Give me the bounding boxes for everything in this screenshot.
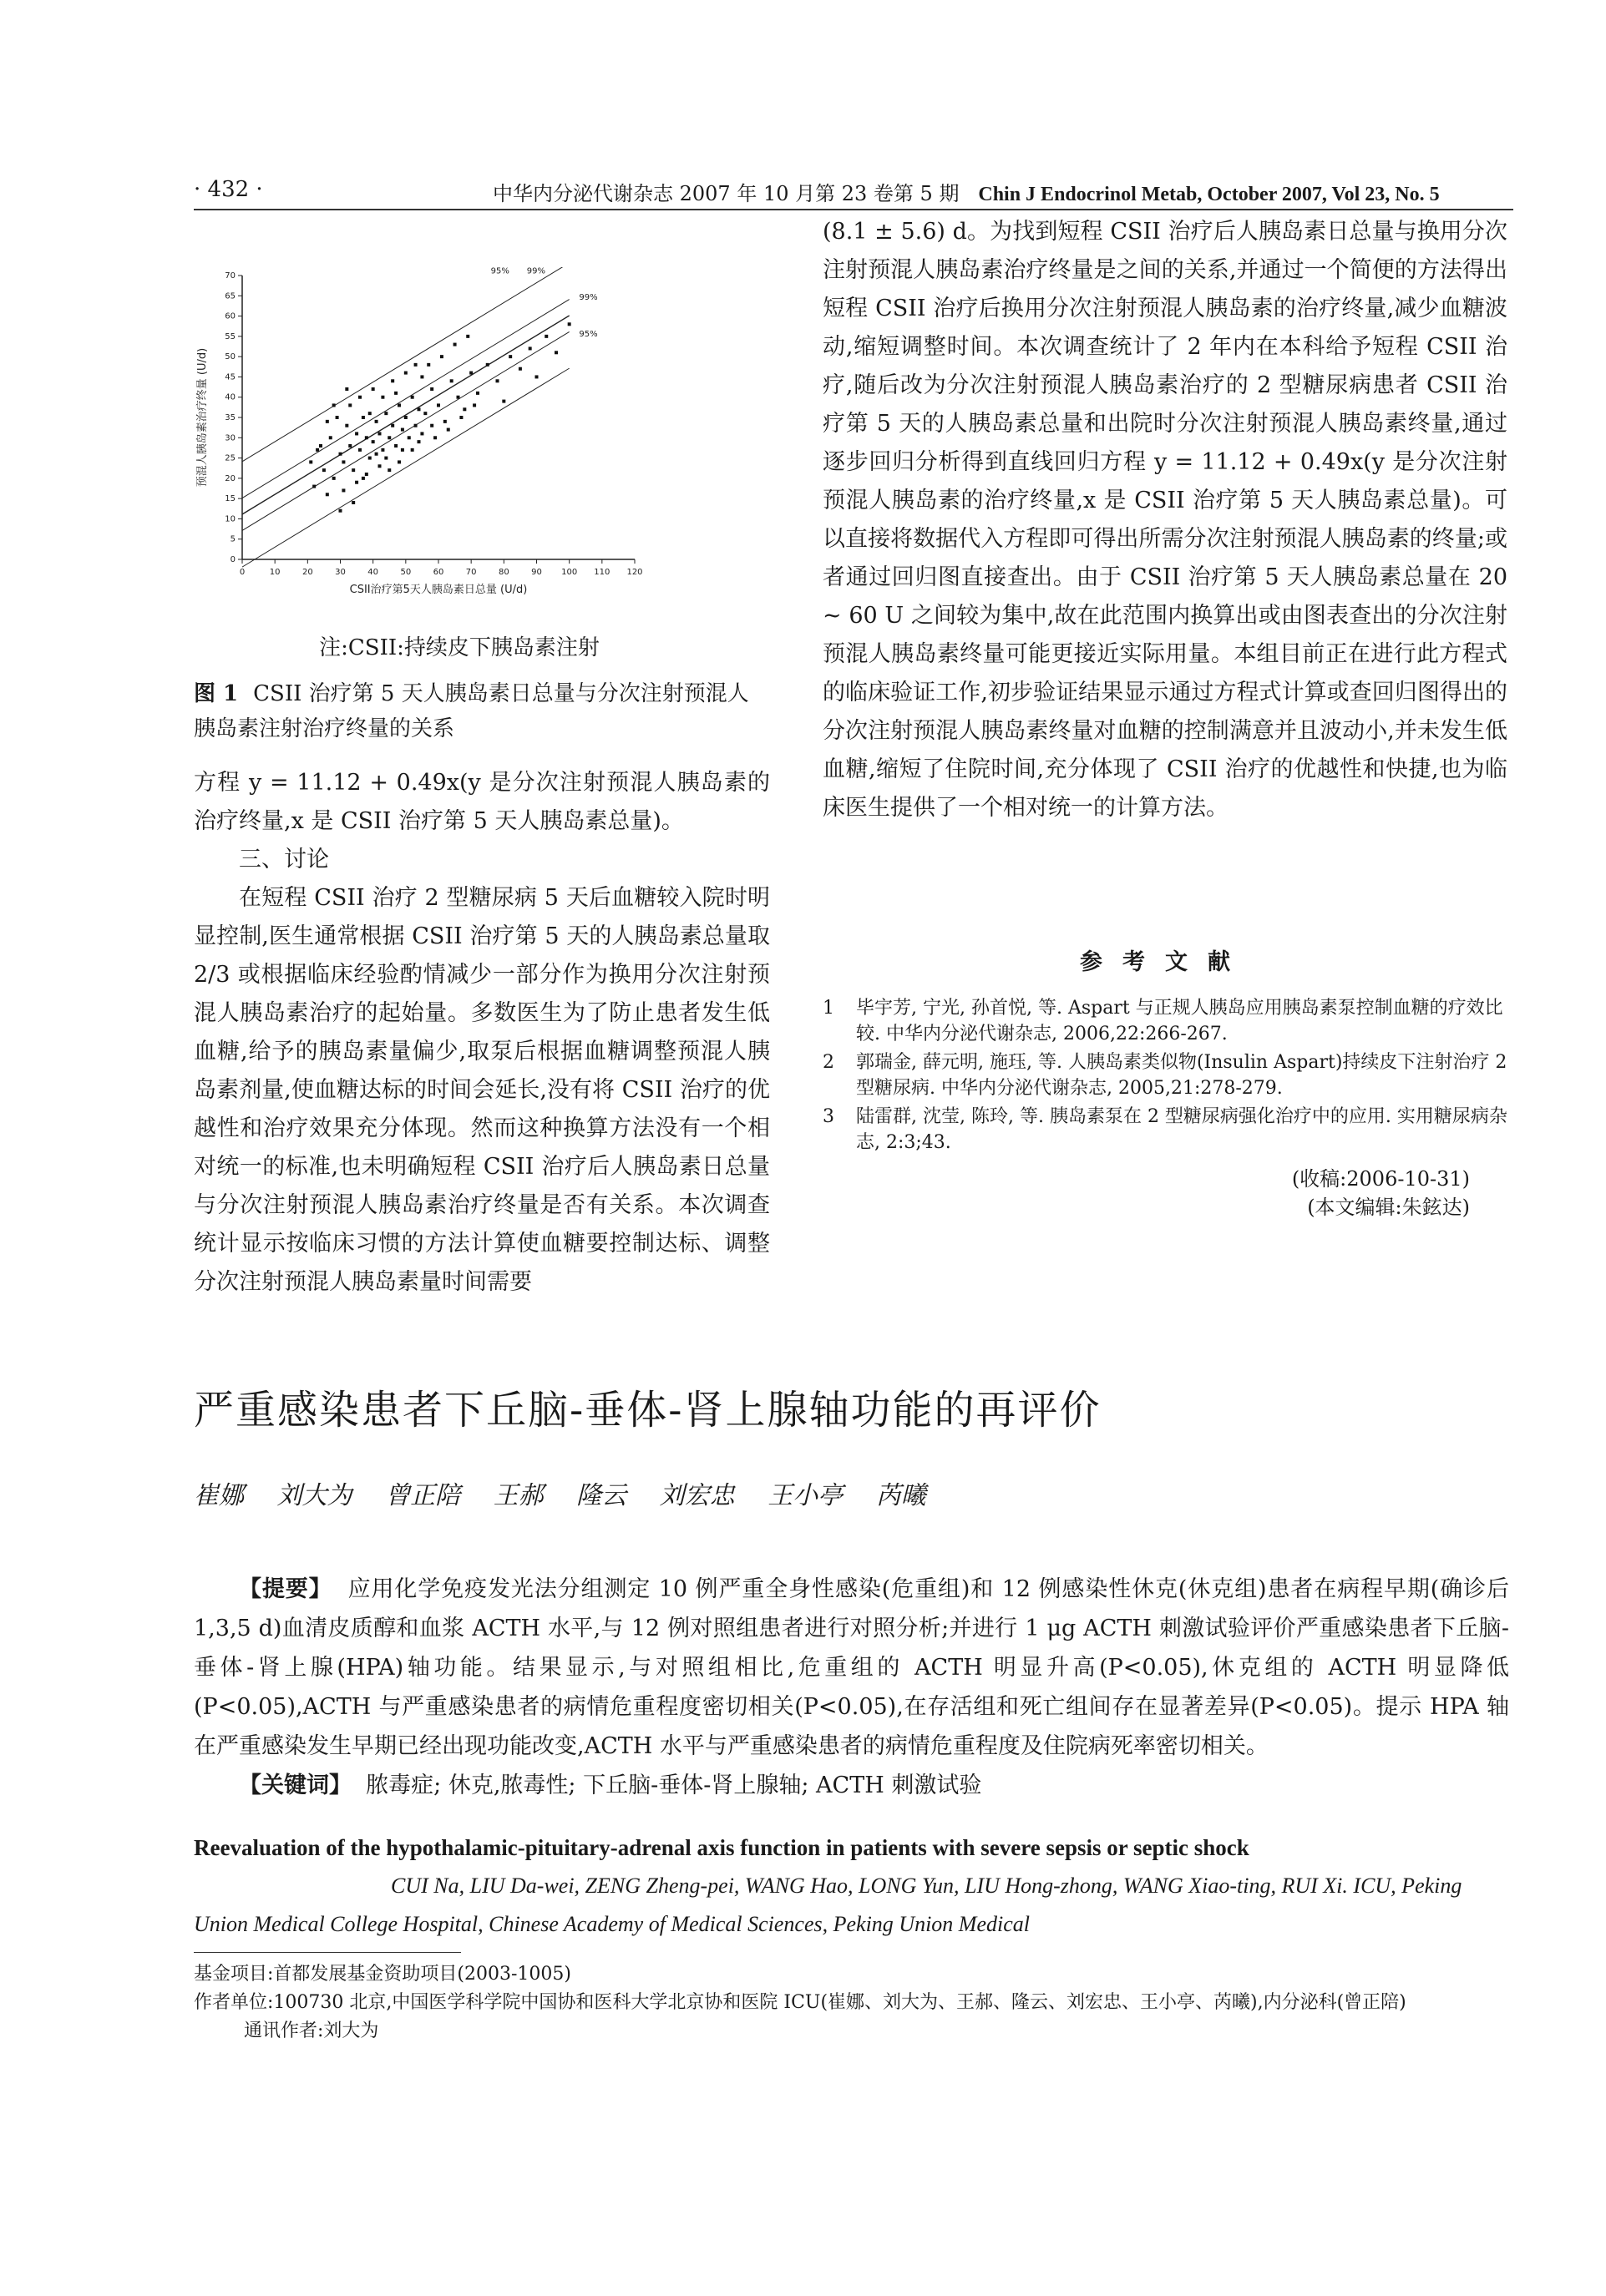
- x-tick-label: 20: [301, 568, 313, 577]
- data-point: [342, 488, 345, 492]
- x-tick-label: 10: [269, 568, 281, 577]
- data-point: [423, 412, 427, 415]
- y-tick-label: 40: [225, 392, 236, 402]
- reference-text: 陆雷群, 沈莹, 陈玲, 等. 胰岛素泵在 2 型糖尿病强化治疗中的应用. 实用糖尿病杂志, 2:3;43.: [856, 1106, 1507, 1153]
- data-point: [443, 420, 447, 423]
- reference-item: [823, 995, 1507, 1047]
- data-point: [388, 436, 391, 439]
- y-tick-label: 60: [225, 311, 236, 321]
- data-point: [368, 457, 372, 460]
- figure-label: 图 1: [194, 681, 239, 706]
- data-point: [401, 428, 404, 432]
- data-point: [375, 420, 378, 423]
- data-point: [339, 453, 342, 456]
- y-tick-label: 10: [225, 514, 236, 524]
- data-point: [381, 448, 384, 452]
- footnotes: [194, 1960, 1509, 2046]
- data-point: [319, 444, 322, 448]
- data-point: [555, 351, 558, 354]
- data-point: [509, 355, 512, 358]
- page-number: · 432 ·: [194, 177, 263, 202]
- data-point: [401, 448, 404, 452]
- x-axis-label: CSII治疗第5天人胰岛素日总量 (U/d): [349, 584, 528, 596]
- figure-caption: [194, 676, 770, 746]
- data-point: [352, 501, 355, 504]
- data-point: [345, 387, 348, 391]
- running-header: [493, 177, 1495, 206]
- data-point: [358, 448, 362, 452]
- data-point: [450, 379, 453, 382]
- data-point: [345, 424, 348, 427]
- data-point: [398, 460, 401, 463]
- figure-note: 注:CSII:持续皮下胰岛素注射: [319, 635, 600, 660]
- data-point: [355, 481, 358, 484]
- section-heading-discussion: 三、讨论: [239, 847, 329, 872]
- data-point: [312, 485, 316, 488]
- y-tick-label: 30: [225, 433, 236, 443]
- data-point: [355, 432, 358, 435]
- reference-text: 郭瑞金, 薛元明, 施珏, 等. 人胰岛素类似物(Insulin Aspart)持续皮下注射治疗 2 型糖尿病. 中华内分泌代谢杂志, 2005,21:278-279.: [856, 1052, 1507, 1099]
- data-point: [372, 387, 375, 391]
- data-point: [473, 403, 476, 407]
- left-column: [194, 764, 770, 1302]
- funding-note: 基金项目:首都发展基金资助项目(2003-1005): [194, 1964, 571, 1985]
- x-tick-label: 60: [433, 568, 444, 577]
- correspondence-note: 通讯作者:刘大为: [244, 2020, 379, 2041]
- data-point: [384, 457, 388, 460]
- band-label: 95%: [579, 329, 598, 339]
- data-point: [388, 468, 391, 472]
- data-point: [394, 392, 398, 395]
- data-point: [466, 335, 469, 338]
- data-point: [322, 468, 326, 472]
- y-tick-label: 25: [225, 453, 236, 463]
- data-point: [519, 367, 522, 371]
- data-point: [348, 444, 352, 448]
- data-point: [309, 460, 312, 463]
- y-tick-label: 0: [230, 555, 236, 564]
- abstract-text: 应用化学免疫发光法分组测定 10 例严重全身性感染(危重组)和 12 例感染性休克(休克组)患者在病程早期(确诊后 1,3,5 d)血清皮质醇和血浆 ACTH 水平,与 12 例对照组患者进行对照分析;并进行 1 μg ACTH 刺激试验评价严重感染患者下丘脑-垂体-肾上腺(HPA)轴功能。结果显示,与对照组相比,危重组的 ACTH 明显升高(P<0.05),休克组的 ACTH 明显降低(P<0.05),ACTH 与严重感染患者的病情危重程度密切相关(P<0.05),在存活组和死亡组间存在显著差异(P<0.05)。提示 HPA 轴在严重感染发生早期已经出现功能改变,ACTH 水平与严重感染患者的病情危重程度及住院病死率密切相关。: [194, 1576, 1509, 1759]
- data-point: [440, 355, 443, 358]
- keywords-tag: 【关键词】: [239, 1773, 352, 1798]
- data-point: [414, 424, 418, 427]
- affiliation-note: 作者单位:100730 北京,中国医学科学院中国协和医科大学北京协和医院 ICU(崔娜、刘大为、王郝、隆云、刘宏忠、王小亭、芮曦),内分泌科(曾正陪): [194, 1992, 1406, 2013]
- reference-item: [823, 1049, 1507, 1101]
- data-point: [476, 392, 479, 395]
- footnote-rule: [194, 1952, 461, 1953]
- journal-name-cn: 中华内分泌代谢杂志 2007 年 10 月第 23 卷第 5 期: [493, 182, 960, 205]
- data-point: [316, 448, 319, 452]
- data-point: [404, 416, 408, 419]
- band-label: 95%: [490, 267, 509, 276]
- data-point: [408, 436, 411, 439]
- data-point: [437, 403, 440, 407]
- reference-item: [823, 1104, 1507, 1156]
- y-tick-label: 70: [225, 271, 236, 281]
- data-point: [329, 436, 332, 439]
- x-tick-label: 70: [465, 568, 477, 577]
- x-tick-label: 100: [561, 568, 578, 577]
- data-point: [418, 440, 421, 443]
- y-tick-label: 50: [225, 352, 236, 362]
- discussion-paragraph: 在短程 CSII 治疗 2 型糖尿病 5 天后血糖较入院时明显控制,医生通常根据 CSII 治疗第 5 天的人胰岛素总量取 2/3 或根据临床经验酌情减少一部分作为换用分次注射预混人胰岛素治疗的起始量。多数医生为了防止患者发生低血糖,给予的胰岛素量偏少,取泵后根据血糖调整预混人胰岛素剂量,使血糖达标的时间会延长,没有将 CSII 治疗的优越性和治疗效果充分体现。然而这种换算方法没有一个相对统一的标准,也未明确短程 CSII 治疗后人胰岛素日总量与分次注射预混人胰岛素治疗终量是否有关系。本次调查统计显示按临床习惯的方法计算使血糖要控制达标、调整分次注射预混人胰岛素量时间需要: [194, 885, 770, 1295]
- data-point: [457, 396, 460, 399]
- data-point: [411, 396, 414, 399]
- data-point: [420, 375, 423, 378]
- pi-95-upper: [242, 267, 570, 462]
- x-tick-label: 110: [594, 568, 610, 577]
- data-point: [342, 460, 345, 463]
- data-point: [391, 424, 394, 427]
- ci-99-upper: [242, 300, 570, 498]
- data-point: [381, 396, 384, 399]
- data-point: [336, 416, 339, 419]
- data-point: [463, 407, 466, 411]
- header-rule: [194, 209, 1513, 210]
- ci-99-lower: [242, 331, 570, 530]
- data-point: [459, 416, 463, 419]
- data-point: [486, 363, 489, 367]
- data-point: [418, 407, 421, 411]
- references-heading: 参考文献: [1080, 949, 1250, 975]
- x-tick-label: 50: [400, 568, 412, 577]
- abstract-block: [194, 1570, 1509, 1805]
- reference-number: 1: [823, 998, 834, 1019]
- data-point: [375, 453, 378, 456]
- x-tick-label: 40: [367, 568, 379, 577]
- data-point: [332, 477, 336, 480]
- data-point: [358, 396, 362, 399]
- data-point: [411, 448, 414, 452]
- keywords-paragraph: [194, 1766, 1509, 1805]
- data-point: [326, 420, 329, 423]
- figure-caption-text: CSII 治疗第 5 天人胰岛素日总量与分次注射预混人胰岛素注射治疗终量的关系: [194, 681, 749, 741]
- y-tick-label: 55: [225, 331, 236, 341]
- data-point: [420, 432, 423, 435]
- figure-1-chart: [192, 267, 685, 618]
- reference-number: 3: [823, 1106, 834, 1127]
- reference-list: [823, 995, 1507, 1158]
- y-axis-label: 预混人胰岛素治疗终量 (U/d): [196, 347, 209, 488]
- keywords-text: 脓毒症; 休克,脓毒性; 下丘脑-垂体-肾上腺轴; ACTH 刺激试验: [366, 1773, 982, 1798]
- x-tick-label: 30: [335, 568, 346, 577]
- data-point: [326, 493, 329, 496]
- data-point: [427, 363, 430, 367]
- journal-name-en: Chin J Endocrinol Metab, October 2007, Vol 23, No. 5: [978, 184, 1440, 205]
- data-point: [535, 375, 539, 378]
- data-point: [529, 346, 532, 350]
- abstract-tag: 【提要】: [239, 1576, 332, 1602]
- data-point: [469, 372, 473, 375]
- data-point: [496, 379, 499, 382]
- pi-95-lower: [242, 368, 570, 567]
- abstract-paragraph: [194, 1570, 1509, 1766]
- data-point: [378, 464, 382, 468]
- data-point: [372, 440, 375, 443]
- x-tick-label: 90: [531, 568, 542, 577]
- x-tick-label: 120: [626, 568, 643, 577]
- data-point: [352, 468, 355, 472]
- article-title: 严重感染患者下丘脑-垂体-肾上腺轴功能的再评价: [194, 1387, 1102, 1434]
- band-label: 99%: [579, 293, 598, 303]
- data-point: [378, 432, 382, 435]
- y-tick-label: 65: [225, 291, 236, 301]
- data-point: [430, 424, 433, 427]
- data-point: [447, 428, 450, 432]
- y-tick-label: 45: [225, 372, 236, 382]
- received-date: (收稿:2006-10-31): [1291, 1167, 1470, 1191]
- equation-paragraph: 方程 y = 11.12 + 0.49x(y 是分次注射预混人胰岛素的治疗终量,x 是 CSII 治疗第 5 天人胰岛素总量)。: [194, 770, 770, 834]
- data-point: [398, 403, 401, 407]
- x-tick-label: 0: [239, 568, 246, 577]
- scatter-plot: [192, 267, 685, 618]
- continued-paragraph: (8.1 ± 5.6) d。为找到短程 CSII 治疗后人胰岛素日总量与换用分次注射预混人胰岛素治疗终量是之间的关系,并通过一个简便的方法得出短程 CSII 治疗后换用分次注射预混人胰岛素的治疗终量,减少血糖波动,缩短调整时间。本次调查统计了 2 年内在本科给予短程 CSII 治疗,随后改为分次注射预混人胰岛素治疗的 2 型糖尿病患者 CSII 治疗第 5 天的人胰岛素总量和出院时分次注射预混人胰岛素终量,通过逐步回归分析得到直线回归方程 y = 11.12 + 0.49x(y 是分次注射预混人胰岛素的治疗终量,x 是 CSII 治疗第 5 天人胰岛素总量)。可以直接将数据代入方程即可得出所需分次注射预混人胰岛素的终量;或者通过回归图直接查出。由于 CSII 治疗第 5 天人胰岛素总量在 20 ~ 60 U 之间较为集中,故在此范围内换算出或由图表查出的分次注射预混人胰岛素终量可能更接近实际用量。本组目前正在进行此方程式的临床验证工作,初步验证结果显示通过方程式计算或查回归图得出的分次注射预混人胰岛素终量对血糖的控制满意并且波动小,并未发生低血糖,缩短了住院时间,充分体现了 CSII 治疗的优越性和快捷,也为临床医生提供了一个相对统一的计算方法。: [823, 219, 1508, 821]
- english-author-list: CUI Na, LIU Da-wei, ZENG Zheng-pei, WANG Hao, LONG Yun, LIU Hong-zhong, WANG Xiao-ting, RUI Xi. ICU, Peking Union Medical College Hospital, Chinese Academy of Medical Sciences, Peking Union Medical: [194, 1874, 1462, 1936]
- right-column: [823, 213, 1507, 827]
- regression-line: [242, 316, 570, 514]
- data-point: [453, 343, 457, 346]
- reference-number: 2: [823, 1052, 834, 1073]
- y-tick-label: 15: [225, 494, 236, 504]
- data-point: [568, 322, 571, 326]
- received-info: [1002, 1165, 1470, 1221]
- data-point: [433, 436, 437, 439]
- data-point: [430, 387, 433, 391]
- reference-text: 毕宇芳, 宁光, 孙首悦, 等. Aspart 与正规人胰岛应用胰岛素泵控制血糖的疗效比较. 中华内分泌代谢杂志, 2006,22:266-267.: [856, 998, 1503, 1044]
- english-authors: [194, 1867, 1509, 1944]
- data-point: [404, 372, 408, 375]
- data-point: [368, 412, 372, 415]
- data-point: [365, 473, 368, 476]
- band-label: 99%: [526, 267, 545, 276]
- data-point: [502, 400, 505, 403]
- english-title: Reevaluation of the hypothalamic-pituitary-adrenal axis function in patients with severe sepsis or septic shock: [194, 1835, 1249, 1860]
- data-point: [391, 379, 394, 382]
- data-point: [332, 403, 336, 407]
- data-point: [362, 416, 365, 419]
- data-point: [394, 444, 398, 448]
- data-point: [348, 403, 352, 407]
- data-point: [339, 509, 342, 513]
- article-authors: 崔娜 刘大为 曾正陪 王郝 隆云 刘宏忠 王小亭 芮曦: [194, 1481, 926, 1510]
- y-tick-label: 20: [225, 473, 236, 483]
- editor: (本文编辑:朱鉉达): [1307, 1196, 1470, 1219]
- x-tick-label: 80: [498, 568, 509, 577]
- y-tick-label: 5: [230, 534, 236, 544]
- data-point: [414, 363, 418, 367]
- data-point: [545, 335, 548, 338]
- data-point: [384, 412, 388, 415]
- data-point: [362, 477, 365, 480]
- y-tick-label: 35: [225, 413, 236, 422]
- data-point: [365, 436, 368, 439]
